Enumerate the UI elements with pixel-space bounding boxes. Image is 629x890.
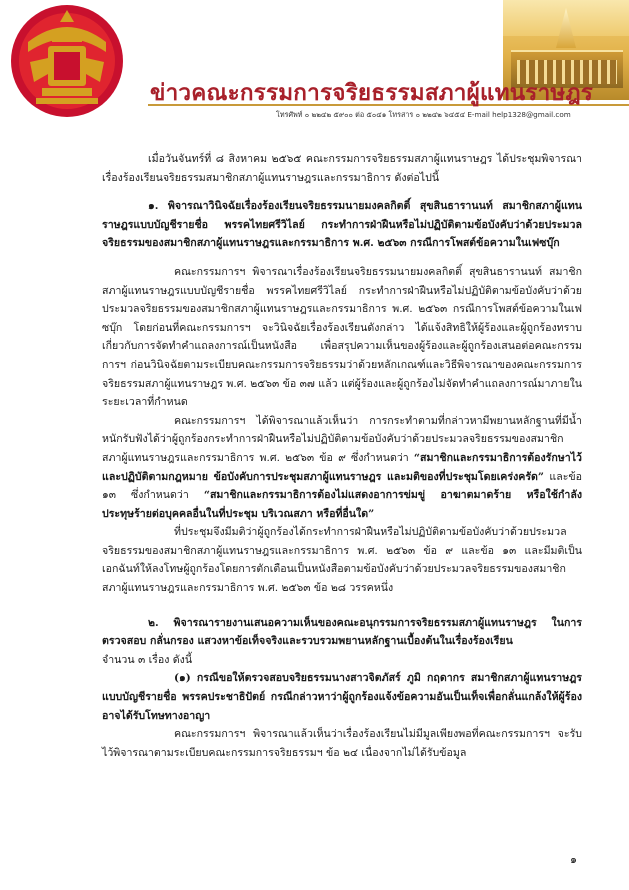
- section1-paragraph-1: คณะกรรมการฯ พิจารณาเรื่องร้องเรียนจริยธรรมนายมงคลกิตติ์ สุขสินธารานนท์ สมาชิกสภาผู้แทนราษฎรแบบบัญชีรายชื่อ พรรคไทยศรีวิไลย์ กระทำการฝ่าฝืนหรือไม่ปฏิบัติตามข้อบังคับว่าด้วยประมวลจริยธรรมของสมาชิกสภาผู้แทนราษฎรและกรรมาธิการ พ.ศ. ๒๕๖๓ กรณีการโพสต์ข้อความในเฟซบุ๊ก โดยก่อนที่คณะกรรมการฯ จะวินิจฉัยเรื่องร้องเรียนดังกล่าว ได้แจ้งสิทธิให้ผู้ร้องและผู้ถูกร้องทราบ เกี่ยวกับการจัดทำคำแถลงการณ์เป็นหนังสือ เพื่อสรุปความเห็นของผู้ร้องและผู้ถูกร้องเสนอต่อคณะกรรมการฯ ก่อนวินิจฉัยตามระเบียบคณะกรรมการจริยธรรมว่าด้วยหลักเกณฑ์และวิธีพิจารณาของคณะกรรมการจริยธรรมสภาผู้แทนราษฎร พ.ศ. ๒๕๖๓ ข้อ ๓๗ แล้ว แต่ผู้ร้องและผู้ถูกร้องไม่จัดทำคำแถลงการณ์มาภายในระยะเวลาที่กำหนด: [102, 265, 582, 409]
- parliament-emblem-icon: [8, 2, 126, 120]
- section1-paragraph-2: [102, 412, 582, 524]
- section1-paragraph-3: ที่ประชุมจึงมีมติว่าผู้ถูกร้องได้กระทำการฝ่าฝืนหรือไม่ปฏิบัติตามข้อบังคับว่าด้วยประมวลจริยธรรมของสมาชิกสภาผู้แทนราษฎรและกรรมาธิการ พ.ศ. ๒๕๖๓ ข้อ ๙ และข้อ ๑๓ และมีมติเป็นเอกฉันท์ให้ลงโทษผู้ถูกร้องโดยการตักเตือนเป็นหนังสือตามข้อบังคับว่าด้วยประมวลจริยธรรมของสมาชิกสภาผู้แทนราษฎรและกรรมาธิการ พ.ศ. ๒๕๖๓ ข้อ ๒๘ วรรคหนึ่ง: [102, 526, 582, 595]
- intro-paragraph: เมื่อวันจันทร์ที่ ๘ สิงหาคม ๒๕๖๕ คณะกรรมการจริยธรรมสภาผู้แทนราษฎร ได้ประชุมพิจารณาเรื่องร้องเรียนจริยธรรมสมาชิกสภาผู้แทนราษฎรและกรรมาธิการ ดังต่อไปนี้: [102, 153, 582, 184]
- para2-text-a: คณะกรรมการฯ ได้พิจารณาแล้วเห็นว่า การกระทำตามที่กล่าวหามีพยานหลักฐานที่มีน้ำหนักรับฟังได้ว่าผู้ถูกร้องกระทำการฝ่าฝืนหรือไม่ปฏิบัติตามข้อบังคับว่าด้วยประมวลจริยธรรมของสมาชิกสภาผู้แทนราษฎรและกรรมาธิการ พ.ศ. ๒๕๖๓ ข้อ ๙ ซึ่งกำหนดว่า: [102, 414, 582, 464]
- section2-count: จำนวน ๓ เรื่อง ดังนี้: [102, 653, 193, 666]
- para2-quote-2: “สมาชิกและกรรมาธิการต้องไม่แสดงอาการข่มขู่ อาฆาตมาดร้าย หรือใช้กำลังประทุษร้ายต่อบุคคลอื่นในที่ประชุม บริเวณสภา หรือที่อื่นใด”: [102, 489, 582, 520]
- newsletter-title: ข่าวคณะกรรมการจริยธรรมสภาผู้แทนราษฎร: [150, 80, 594, 106]
- contact-line: โทรศัพท์ ๐ ๒๒๔๒ ๕๙๐๐ ต่อ ๕๐๔๑ โทรสาร ๐ ๒๒๔๒ ๖๔๕๔ E-mail help1328@gmail.com: [276, 110, 571, 119]
- para2-quote-1: “สมาชิกและกรรมาธิการต้องรักษาไว้และปฏิบัติตามกฎหมาย ข้อบังคับการประชุมสภาผู้แทนราษฎร และมติของที่ประชุมโดยเคร่งครัด”: [102, 451, 582, 483]
- section2-item1-text: คณะกรรมการฯ พิจารณาแล้วเห็นว่าเรื่องร้องเรียนไม่มีมูลเพียงพอที่คณะกรรมการฯ จะรับไว้พิจารณาตามระเบียบคณะกรรมการจริยธรรมฯ ข้อ ๒๔ เนื่องจากไม่ได้รับข้อมูล: [102, 728, 582, 759]
- page-number: ๑: [570, 853, 577, 866]
- section1-heading: ๑. พิจารณาวินิจฉัยเรื่องร้องเรียนจริยธรรมนายมงคลกิตติ์ สุขสินธารานนท์ สมาชิกสภาผู้แทนราษฎรแบบบัญชีรายชื่อ พรรคไทยศรีวิไลย์ กระทำการฝ่าฝืนหรือไม่ปฏิบัติตามข้อบังคับว่าด้วยประมวลจริยธรรมของสมาชิกสภาผู้แทนราษฎรและกรรมาธิการ พ.ศ. ๒๕๖๓ กรณีการโพสต์ข้อความในเฟซบุ๊ก: [102, 200, 582, 250]
- document-body: [102, 150, 582, 762]
- section2-item1-heading: (๑) กรณีขอให้ตรวจสอบจริยธรรมนางสาวจิตภัสร์ ภูมิ กฤดากร สมาชิกสภาผู้แทนราษฎรแบบบัญชีรายชื่อ พรรคประชาธิปัตย์ กรณีกล่าวหาว่าผู้ถูกร้องแจ้งข้อความอันเป็นเท็จเพื่อกลั่นแกล้งให้ผู้ร้องอาจได้รับโทษทางอาญา: [102, 672, 582, 722]
- header: [0, 0, 629, 128]
- para2-text-b: และข้อ ๑๓ ซึ่งกำหนดว่า: [102, 470, 582, 502]
- section2-heading: ๒. พิจารณารายงานเสนอความเห็นของคณะอนุกรรมการจริยธรรมสภาผู้แทนราษฎร ในการตรวจสอบ กลั่นกรอง แสวงหาข้อเท็จจริงและรวบรวมพยานหลักฐานเบื้องต้นในเรื่องร้องเรียน: [102, 616, 582, 648]
